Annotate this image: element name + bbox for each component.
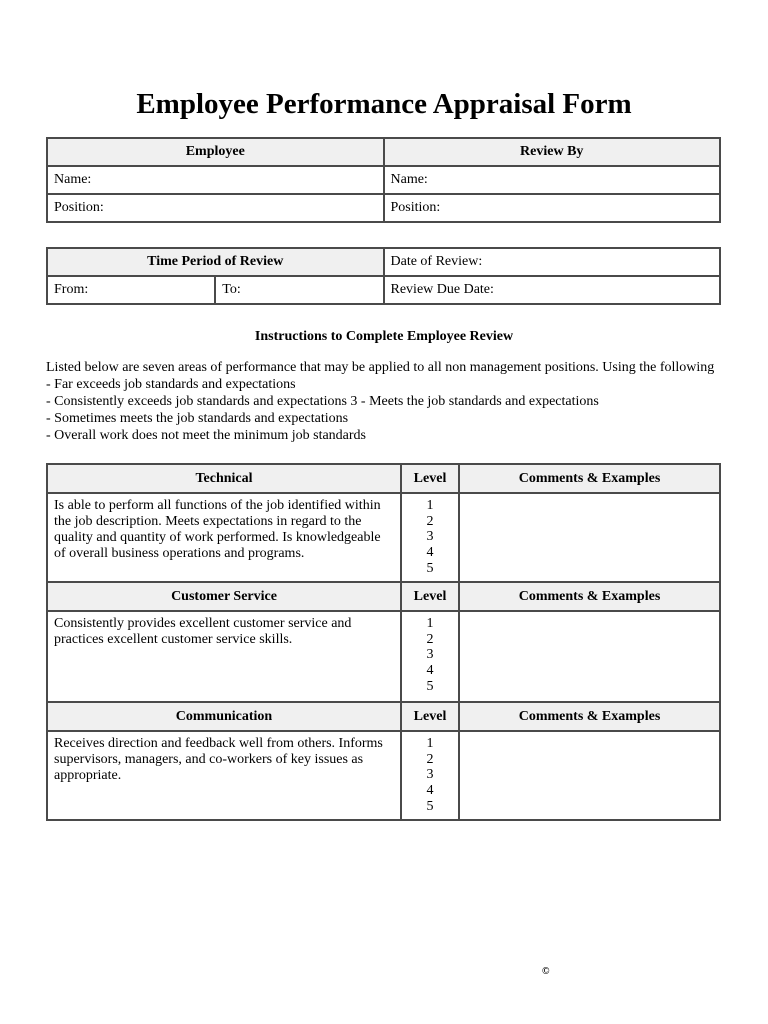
- level-option[interactable]: 3: [426, 647, 434, 663]
- level-option[interactable]: 5: [426, 798, 434, 814]
- instruction-line: - Consistently exceeds job standards and expectations 3 - Meets the job standards and expectations: [46, 394, 599, 409]
- employee-name-field[interactable]: Name:: [47, 166, 384, 194]
- employee-table: [46, 137, 721, 223]
- reviewer-position-field[interactable]: Position:: [384, 194, 721, 222]
- from-field[interactable]: From:: [47, 276, 215, 304]
- level-option[interactable]: 1: [426, 736, 434, 751]
- level-option[interactable]: 5: [426, 560, 434, 576]
- comments-header: Comments & Examples: [459, 582, 720, 611]
- instructions-text: [46, 359, 768, 444]
- level-option[interactable]: 1: [426, 616, 434, 631]
- level-header: Level: [401, 702, 459, 731]
- comments-header: Comments & Examples: [459, 464, 720, 493]
- page-title: Employee Performance Appraisal Form: [136, 88, 632, 120]
- level-option[interactable]: 3: [426, 529, 434, 545]
- level-option[interactable]: 5: [426, 678, 434, 694]
- comments-header: Comments & Examples: [459, 702, 720, 731]
- performance-areas-table: [46, 463, 721, 821]
- comments-field-customer-service[interactable]: [459, 611, 720, 702]
- level-option[interactable]: 2: [426, 751, 434, 767]
- level-header: Level: [401, 582, 459, 611]
- area-header-communication: Communication: [47, 702, 401, 731]
- level-option[interactable]: 2: [426, 513, 434, 529]
- level-options-technical: [401, 493, 459, 582]
- level-header: Level: [401, 464, 459, 493]
- area-description-technical: Is able to perform all functions of the job identified within the job description. Meets expectations in regard to the quality and quantity of work performed. Is knowledgeable of overall business operations and programs.: [47, 493, 401, 582]
- review-by-header: Review By: [384, 138, 721, 166]
- level-option[interactable]: 1: [426, 498, 434, 513]
- level-option[interactable]: 3: [426, 767, 434, 783]
- area-description-communication: Receives direction and feedback well from others. Informs supervisors, managers, and co-workers of key issues as appropriate.: [47, 731, 401, 820]
- level-options-customer-service: [401, 611, 459, 702]
- instruction-line: Listed below are seven areas of performance that may be applied to all non management positions. Using the following: [46, 360, 715, 375]
- copyright-mark: ©: [542, 966, 550, 977]
- instruction-line: - Far exceeds job standards and expectations: [46, 377, 296, 392]
- comments-field-technical[interactable]: [459, 493, 720, 582]
- review-due-date-field[interactable]: Review Due Date:: [384, 276, 721, 304]
- level-option[interactable]: 2: [426, 631, 434, 647]
- level-option[interactable]: 4: [426, 663, 434, 679]
- area-header-technical: Technical: [47, 464, 401, 493]
- instruction-line: - Sometimes meets the job standards and expectations: [46, 411, 349, 426]
- time-period-header: Time Period of Review: [47, 248, 384, 276]
- date-of-review-field[interactable]: Date of Review:: [384, 248, 721, 276]
- level-option[interactable]: 4: [426, 545, 434, 561]
- level-options-communication: [401, 731, 459, 820]
- instruction-line: - Overall work does not meet the minimum job standards: [46, 428, 366, 443]
- review-period-table: [46, 247, 721, 305]
- reviewer-name-field[interactable]: Name:: [384, 166, 721, 194]
- level-option[interactable]: 4: [426, 783, 434, 799]
- area-header-customer-service: Customer Service: [47, 582, 401, 611]
- instructions-title: Instructions to Complete Employee Review: [254, 329, 514, 344]
- area-description-customer-service: Consistently provides excellent customer service and practices excellent customer service skills.: [47, 611, 401, 702]
- employee-header: Employee: [47, 138, 384, 166]
- employee-position-field[interactable]: Position:: [47, 194, 384, 222]
- to-field[interactable]: To:: [215, 276, 383, 304]
- comments-field-communication[interactable]: [459, 731, 720, 820]
